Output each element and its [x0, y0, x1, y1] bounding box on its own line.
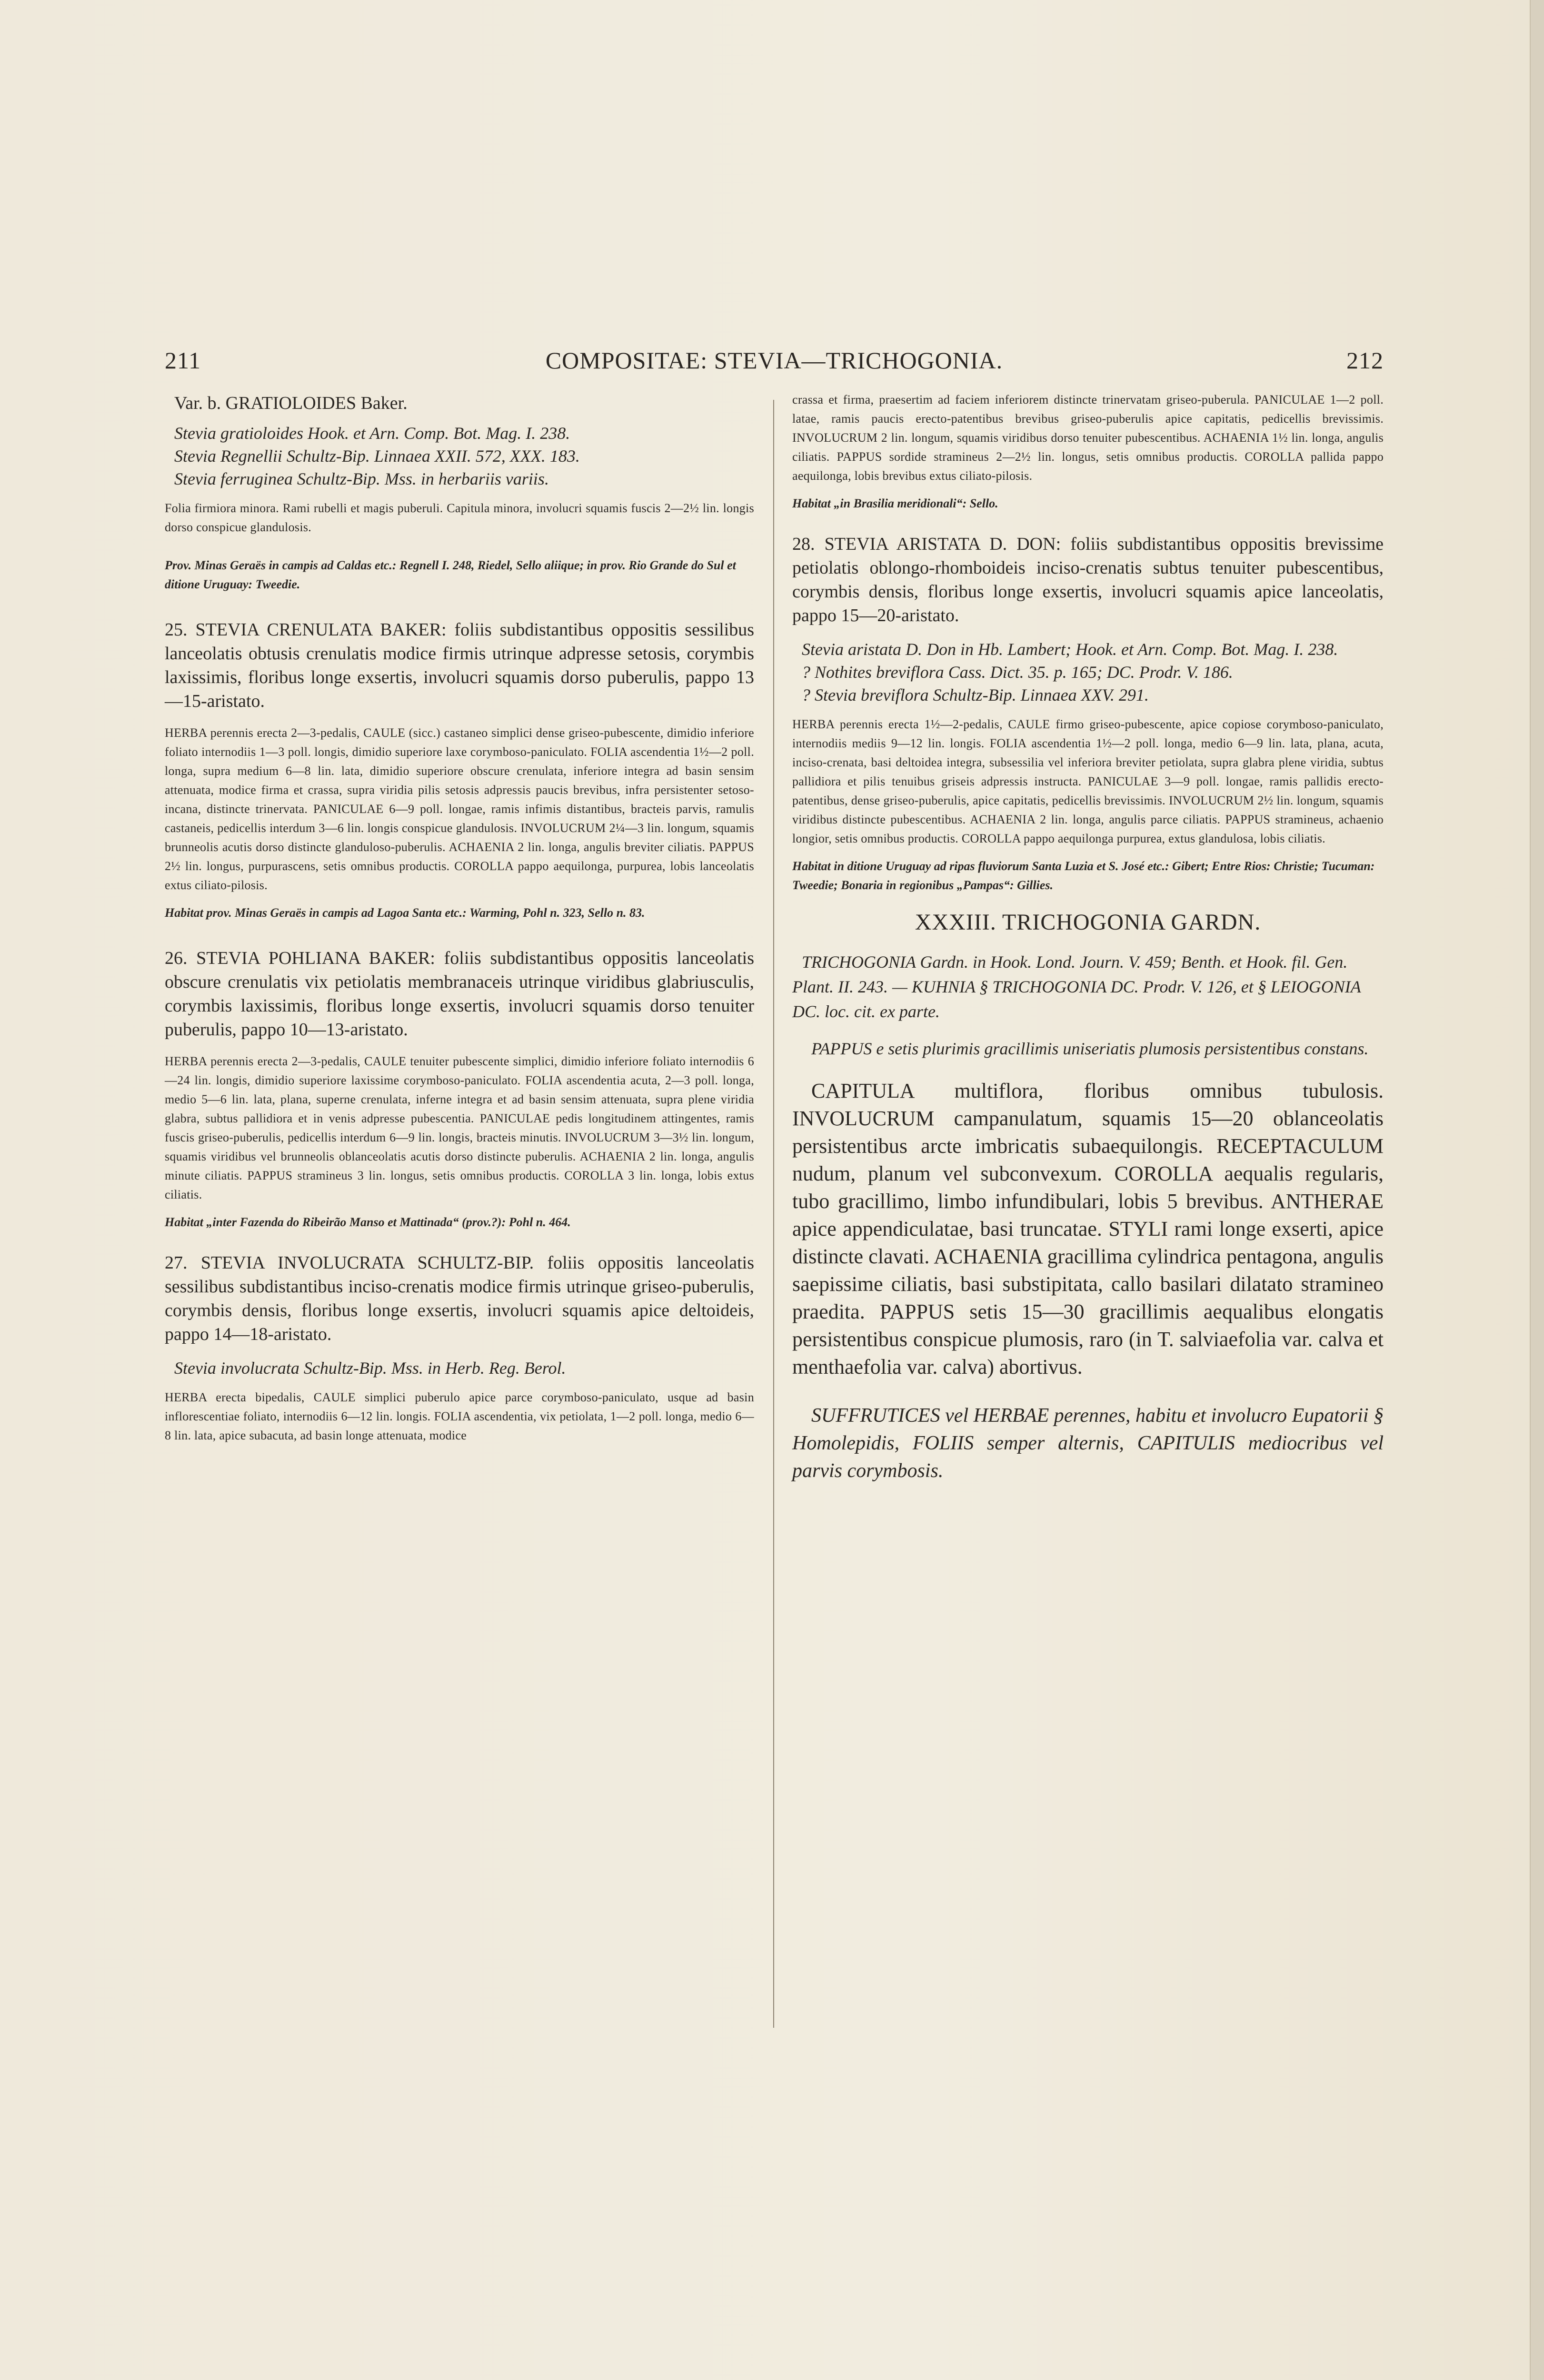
left-column — [165, 390, 754, 1454]
genus-description: CAPITULA multiflora, floribus omnibus tubulosis. INVOLUCRUM campanulatum, squamis 15—20 oblanceolatis persistentibus arcte imbricatis subaequilongis. RECEPTACULUM nudum, planum vel subconvexum. COROLLA aequalis regularis, tubo gracillimo, limbo infundibulari, lobis 5 brevibus. ANTHERAE apice appendiculatae, basi truncatae. STYLI rami longe exserti, apice distincte clavati. ACHAENIA gracillima cylindrica pentagona, angulis saepissime ciliatis, basi substipitata, callo basilari dilatato stramineo praedita. PAPPUS setis 15—30 gracillimis aequalibus elongatis persistentibus conspicue plumosis, raro (in T. salviaefolia var. calva et menthaefolia var. calva) abortivus. — [792, 1079, 1384, 1378]
variety-synonyms: Stevia gratioloides Hook. et Arn. Comp. Bot. Mag. I. 238. Stevia Regnellii Schultz-Bip. Linnaea XXII. 572, XXX. 183. Stevia ferruginea Schultz-Bip. Mss. in herbariis variis. — [174, 424, 580, 488]
species-28-synonyms: Stevia aristata D. Don in Hb. Lambert; Hook. et Arn. Comp. Bot. Mag. I. 238. ? Nothites breviflora Cass. Dict. 35. p. 165; DC. Prodr. V. 186. ? Stevia breviflora Schultz-Bip. Linnaea XXV. 291. — [802, 640, 1338, 704]
variety-heading: Var. b. GRATIOLOIDES Baker. — [174, 393, 408, 413]
genus-pappus-note: PAPPUS e setis plurimis gracillimis uniseriatis plumosis persistentibus constans. — [811, 1039, 1369, 1058]
species-27-heading: 27. STEVIA INVOLUCRATA SCHULTZ-BIP. foliis oppositis lanceolatis sessilibus subdistantibus inciso-crenatis modice firmis utrinque griseo-puberulis, corymbis densis, floribus longe exsertis, involucri squamis apice deltoideis, pappo 14—18-aristato. — [165, 1253, 754, 1344]
right-column — [792, 390, 1384, 1485]
species-25-heading: 25. STEVIA CRENULATA BAKER: foliis subdistantibus oppositis sessilibus lanceolatis obtusis crenulatis modice firmis utrinque adpresse setosis, corymbis laxissimis, floribus longe exsertis, involucri squamis dorso puberulis, pappo 13—15-aristato. — [165, 620, 754, 711]
species-26-habitat: Habitat „inter Fazenda do Ribeirão Manso et Mattinada“ (prov.?): Pohl n. 464. — [165, 1215, 571, 1229]
genus-synonyms: TRICHOGONIA Gardn. in Hook. Lond. Journ. V. 459; Benth. et Hook. fil. Gen. Plant. II. 243. — KUHNIA § TRICHOGONIA DC. Prodr. V. 126, et § LEIOGONIA DC. loc. cit. ex parte. — [792, 952, 1361, 1021]
running-title: COMPOSITAE: STEVIA—TRICHOGONIA. — [545, 347, 1003, 374]
species-27-description-continued: crassa et firma, praesertim ad faciem inferiorem distincte trinervatam griseo-puberula. PANICULAE 1—2 poll. latae, ramis paucis erecto-patentibus brevibus griseo-puberulis apice capitatis, pedicellis brevissimis. INVOLUCRUM 2 lin. longum, squamis viridibus dorso tenuiter pubescentibus. ACHAENIA 1½ lin. longa, angulis ciliatis. PAPPUS sordide stramineus 2—2½ lin. longus, setis omnibus productis. COROLLA pallida pappo aequilonga, lobis brevibus extus ciliato-pilosis. — [792, 393, 1384, 483]
species-28-heading: 28. STEVIA ARISTATA D. DON: foliis subdistantibus oppositis brevissime petiolatis oblongo-rhomboideis inciso-crenatis subtus tenuiter pubescentibus, corymbis densis, floribus longe exsertis, involucri squamis apice lanceolatis, pappo 15—20-aristato. — [792, 534, 1384, 625]
species-27-description: HERBA erecta bipedalis, CAULE simplici puberulo apice parce corymboso-paniculato, usque ad basin inflorescentiae foliato, internodiis 6—12 lin. longis. FOLIA ascendentia, vix petiolata, 1—2 poll. longa, medio 6—8 lin. lata, apice subacuta, ad basin longe attenuata, modice — [165, 1390, 754, 1442]
genus-habit: SUFFRUTICES vel HERBAE perennes, habitu et involucro Eupatorii § Homolepidis, FOLIIS semper alternis, CAPITULIS mediocribus vel parvis corymbosis. — [792, 1405, 1384, 1482]
species-28-habitat: Habitat in ditione Uruguay ad ripas fluviorum Santa Luzia et S. José etc.: Gibert; Entre Rios: Christie; Tucuman: Tweedie; Bonaria in regionibus „Pampas“: Gillies. — [792, 859, 1375, 892]
species-28-description: HERBA perennis erecta 1½—2-pedalis, CAULE firmo griseo-pubescente, apice copiose corymboso-paniculato, internodiis mediis 9—12 lin. longis. FOLIA ascendentia 1½—2 poll. longa, medio 6—9 lin. lata, plana, acuta, inciso-crenata, basi deltoidea integra, subsessilia vel inferiora breviter petiolata, supra glabra plene viridia, subtus pallidiora et pilis tenuibus griseis adpressis instructa. PANICULAE 3—9 poll. longae, ramis pallidis erecto-patentibus, dense griseo-puberulis, apice capitatis, pedicellis brevissimis. INVOLUCRUM 2½ lin. longum, squamis viridibus distincte pubescentibus. ACHAENIA 2 lin. longa, angulis parce ciliatis. PAPPUS stramineus, achaenio longior, setis omnibus productis. COROLLA pappo aequilonga purpurea, extus glandulosa, lobis ciliatis. — [792, 717, 1384, 845]
running-head — [165, 342, 1384, 380]
species-27-synonym: Stevia involucrata Schultz-Bip. Mss. in Herb. Reg. Berol. — [174, 1359, 566, 1378]
species-26-heading: 26. STEVIA POHLIANA BAKER: foliis subdistantibus oppositis lanceolatis obscure crenulatis vix petiolatis membranaceis utrinque viridibus glabriusculis, corymbis laxissimis, floribus longe exsertis, involucri squamis dorso tenuiter puberulis, pappo 10—13-aristato. — [165, 948, 754, 1040]
species-26-description: HERBA perennis erecta 2—3-pedalis, CAULE tenuiter pubescente simplici, dimidio inferiore foliato internodiis 6—24 lin. longis, dimidio superiore laxissime corymboso-paniculato. FOLIA ascendentia acuta, 2—3 poll. longa, medio 5—6 lin. lata, plana, superne crenulata, inferne integra et ad basin sensim attenuata, supra plene viridia glabra, subtus pallidiora et in venis adpresse pubescentia. PANICULAE pedis longitudinem attingentes, ramis fuscis griseo-puberulis, pedicellis interdum 6—9 lin. longis, bracteis minutis. INVOLUCRUM 3—3½ lin. longum, squamis viridibus vel brunneolis oblanceolatis acutis dorso distincte puberulis. ACHAENIA 2 lin. longa, angulis minute ciliatis. PAPPUS stramineus 3 lin. longus, setis omnibus productis. COROLLA 3 lin. longa, lobis extus ciliatis. — [165, 1054, 754, 1201]
variety-description: Folia firmiora minora. Rami rubelli et magis puberuli. Capitula minora, involucri squamis fuscis 2—2½ lin. longis dorso conspicue glandulosis. — [165, 501, 754, 534]
page-number-left: 211 — [165, 347, 201, 374]
page-number-right: 212 — [1346, 347, 1384, 374]
page-edge — [1530, 0, 1544, 2380]
variety-habitat: Prov. Minas Geraës in campis ad Caldas etc.: Regnell I. 248, Riedel, Sello aliique; in prov. Rio Grande do Sul et ditione Uruguay: Tweedie. — [165, 558, 736, 591]
species-25-description: HERBA perennis erecta 2—3-pedalis, CAULE (sicc.) castaneo simplici dense griseo-pubescente, dimidio inferiore foliato internodiis 1—3 poll. longis, dimidio superiore laxe corymboso-paniculato. FOLIA ascendentia 1½—2 poll. longa, supra medium 6—8 lin. lata, dimidio superiore obscure crenulata, inferiore integra ad basin sensim attenuata, modice firma et crassa, supra viridia pilis setosis adpressis paucis brevibus, infra persistenter setoso-incana, distincte trinervata. PANICULAE 6—9 poll. longae, ramis infimis distantibus, bracteis parvis, ramulis castaneis, pedicellis interdum 3—6 lin. longis conspicue glandulosis. INVOLUCRUM 2¼—3 lin. longum, squamis brunneolis acutis dorso distincte glanduloso-puberulis. ACHAENIA 2 lin. longa, angulis breviter ciliatis. PAPPUS 2½ lin. longus, purpurascens, setis omnibus productis. COROLLA pappo aequilonga, purpurea, lobis lanceolatis extus ciliato-pilosis. — [165, 726, 754, 892]
column-divider — [773, 400, 774, 2028]
genus-heading: XXXIII. TRICHOGONIA GARDN. — [915, 910, 1261, 935]
species-25-habitat: Habitat prov. Minas Geraës in campis ad Lagoa Santa etc.: Warming, Pohl n. 323, Sello n. 83. — [165, 906, 645, 920]
species-27-habitat: Habitat „in Brasilia meridionali“: Sello. — [792, 496, 998, 510]
